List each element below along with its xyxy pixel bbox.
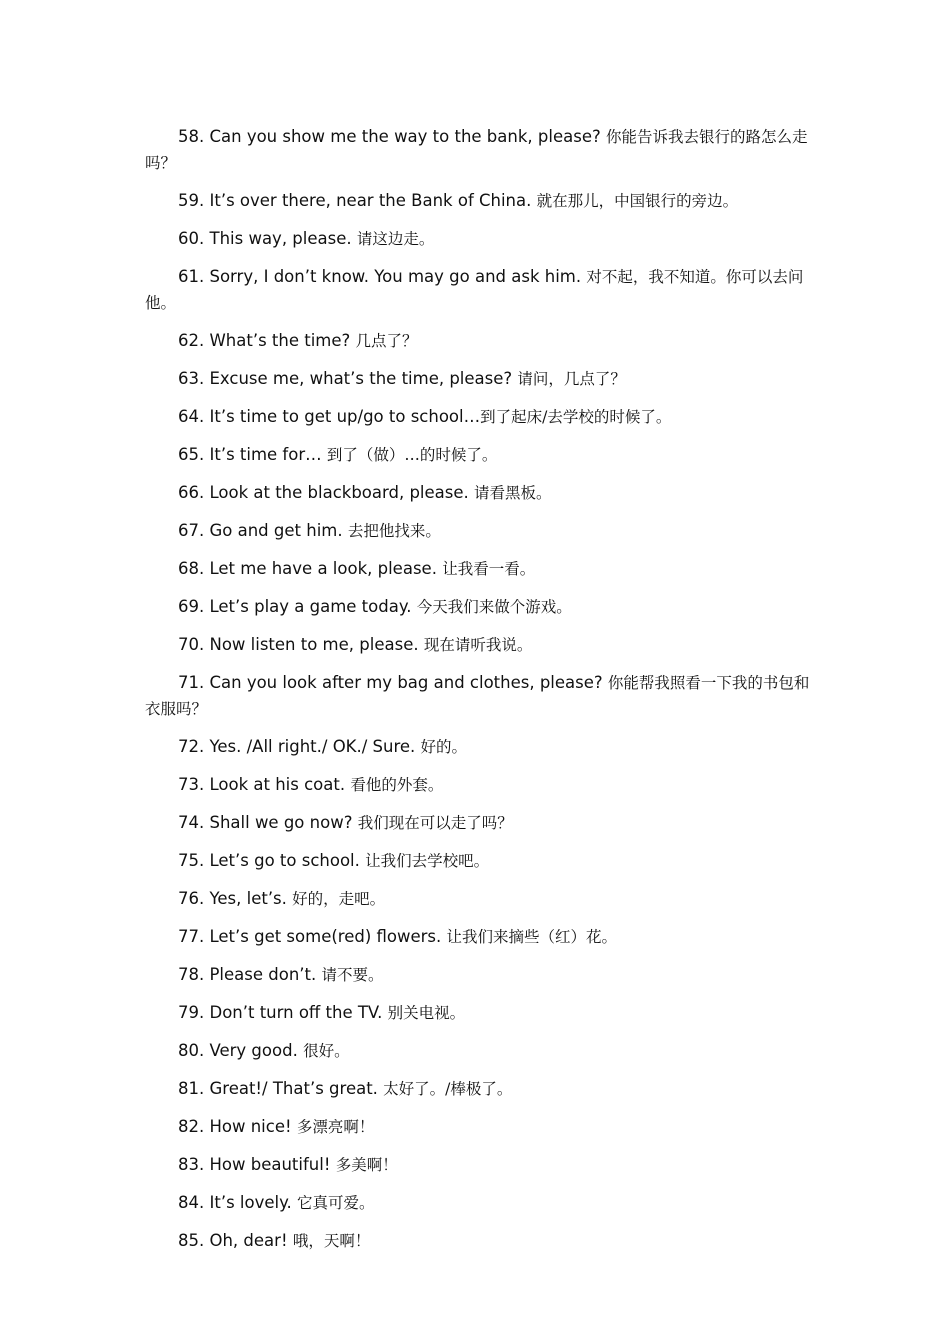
phrase-line	[145, 594, 810, 620]
phrase-line	[145, 480, 810, 506]
english-phrase: 70. Now listen to me, please.	[178, 635, 419, 654]
chinese-translation: 请不要。	[321, 966, 384, 984]
english-phrase: 68. Let me have a look, please.	[178, 559, 437, 578]
phrase-line	[145, 848, 810, 874]
phrase-line	[145, 810, 810, 836]
chinese-translation: 我们现在可以走了吗？	[357, 814, 513, 832]
phrase-line	[145, 1076, 810, 1102]
english-phrase: 79. Don’t turn off the TV.	[178, 1003, 383, 1022]
chinese-translation: 哦，天啊！	[292, 1232, 371, 1250]
english-phrase: 85. Oh, dear!	[178, 1231, 288, 1250]
english-phrase: 83. How beautiful!	[178, 1155, 331, 1174]
chinese-translation: 请看黑板。	[474, 484, 552, 502]
chinese-translation: 到了起床/去学校的时候了。	[480, 408, 672, 426]
chinese-translation: 很好。	[303, 1042, 350, 1060]
phrase-line	[145, 772, 810, 798]
chinese-translation: 让我们去学校吧。	[365, 852, 490, 870]
chinese-translation: 多漂亮啊！	[296, 1118, 375, 1136]
phrase-line	[145, 1038, 810, 1064]
english-phrase: 77. Let’s get some(red) flowers.	[178, 927, 442, 946]
english-phrase: 59. It’s over there, near the Bank of China.	[178, 191, 532, 210]
chinese-translation: 请问，几点了？	[517, 370, 626, 388]
phrase-line	[145, 556, 810, 582]
chinese-translation: 今天我们来做个游戏。	[416, 598, 572, 616]
english-phrase: 66. Look at the blackboard, please.	[178, 483, 469, 502]
phrase-line	[145, 1228, 810, 1254]
phrase-list	[145, 124, 810, 1266]
chinese-translation: 别关电视。	[387, 1004, 466, 1022]
phrase-line	[145, 264, 810, 316]
english-phrase: 65. It’s time for…	[178, 445, 322, 464]
phrase-line	[145, 404, 810, 430]
phrase-line	[145, 924, 810, 950]
english-phrase: 64. It’s time to get up/go to school…	[178, 407, 481, 426]
english-phrase: 72. Yes. /All right./ OK./ Sure.	[178, 737, 416, 756]
phrase-line	[145, 1152, 810, 1178]
english-phrase: 74. Shall we go now?	[178, 813, 353, 832]
phrase-line	[145, 632, 810, 658]
phrase-line	[145, 442, 810, 468]
phrase-line	[145, 886, 810, 912]
phrase-line	[145, 1114, 810, 1140]
phrase-line	[145, 962, 810, 988]
chinese-translation: 几点了？	[355, 332, 418, 350]
chinese-translation: 请这边走。	[356, 230, 435, 248]
chinese-translation: 多美啊！	[335, 1156, 398, 1174]
english-phrase: 69. Let’s play a game today.	[178, 597, 412, 616]
chinese-translation: 看他的外套。	[350, 776, 444, 794]
phrase-line	[145, 1190, 810, 1216]
chinese-translation: 让我看一看。	[442, 560, 536, 578]
english-phrase: 75. Let’s go to school.	[178, 851, 360, 870]
english-phrase: 71. Can you look after my bag and clothes, please?	[178, 673, 603, 692]
chinese-translation: 你能告诉我去银行的路怎么走吗？	[145, 128, 808, 172]
english-phrase: 61. Sorry, I don’t know. You may go and ask him.	[178, 267, 582, 286]
phrase-line	[145, 188, 810, 214]
chinese-translation: 现在请听我说。	[423, 636, 533, 654]
phrase-line	[145, 328, 810, 354]
english-phrase: 63. Excuse me, what’s the time, please?	[178, 369, 513, 388]
chinese-translation: 对不起，我不知道。你可以去问他。	[145, 268, 804, 312]
english-phrase: 82. How nice!	[178, 1117, 292, 1136]
english-phrase: 84. It’s lovely.	[178, 1193, 292, 1212]
phrase-line	[145, 226, 810, 252]
chinese-translation: 让我们来摘些（红）花。	[446, 928, 618, 946]
english-phrase: 81. Great!/ That’s great.	[178, 1079, 378, 1098]
english-phrase: 60. This way, please.	[178, 229, 352, 248]
english-phrase: 62. What’s the time?	[178, 331, 351, 350]
english-phrase: 67. Go and get him.	[178, 521, 343, 540]
chinese-translation: 太好了。/棒极了。	[383, 1080, 513, 1098]
phrase-line	[145, 734, 810, 760]
english-phrase: 73. Look at his coat.	[178, 775, 346, 794]
english-phrase: 76. Yes, let’s.	[178, 889, 287, 908]
phrase-line	[145, 670, 810, 722]
chinese-translation: 就在那儿，中国银行的旁边。	[536, 192, 739, 210]
phrase-line	[145, 1000, 810, 1026]
chinese-translation: 好的。	[420, 738, 468, 756]
english-phrase: 78. Please don’t.	[178, 965, 317, 984]
english-phrase: 80. Very good.	[178, 1041, 298, 1060]
phrase-line	[145, 124, 810, 176]
chinese-translation: 它真可爱。	[297, 1194, 375, 1212]
phrase-line	[145, 518, 810, 544]
chinese-translation: 好的，走吧。	[292, 890, 386, 908]
english-phrase: 58. Can you show me the way to the bank, please?	[178, 127, 601, 146]
chinese-translation: 到了（做）…的时候了。	[326, 446, 498, 464]
chinese-translation: 去把他找来。	[347, 522, 441, 540]
phrase-line	[145, 366, 810, 392]
chinese-translation: 你能帮我照看一下我的书包和衣服吗？	[145, 674, 810, 718]
